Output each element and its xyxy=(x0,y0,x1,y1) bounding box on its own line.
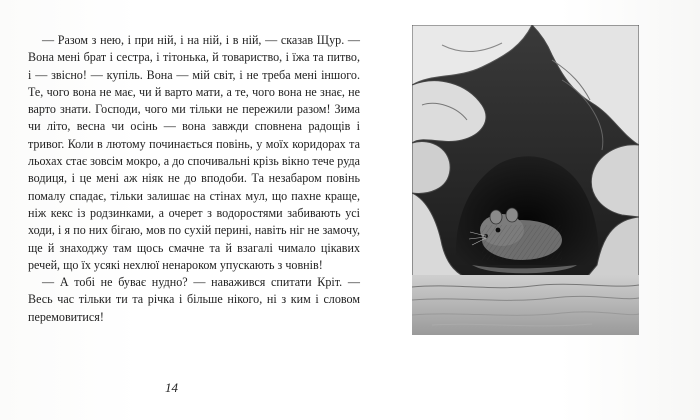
body-text xyxy=(28,32,360,326)
page-number: 14 xyxy=(165,380,178,395)
paragraph-mole-question: — А тобі не буває нудно? — наважився спитати Кріт. — Весь час тільки ти та річка і більше нікого, ні з ким і словом перемовитися! xyxy=(28,275,360,324)
water-rat-in-burrow-icon xyxy=(412,25,639,335)
illustration xyxy=(412,25,639,335)
paragraph-rat-speech: — Разом з нею, і при ній, і на ній, і в ній, — сказав Щур. — Вона мені брат і сестра, і тітонька, й товариство, і їжа та питво, і — звісно! — купіль. Вона — мій світ, і не треба мені іншого. Те, чого вона не має, чи й варто мати, а те, чого вона не знає, не варто знати. Господи, чого ми тільки не пережили разом! Зима чи літо, весна чи осінь — вона завжди сповнена радощів і тривог. Коли в лютому починається повінь, у моїх коридорах та льохах стає зовсім мокро, а до спочивальні крізь вікно тече руда водиця, і це мені аж ніяк не до вподоби. Та незабаром повінь помалу спадає, тільки залишає на стінах мул, що пахне краще, ніж кекс із родзинками, а очерет з водоростями забивають усі ходи, і я по них бігаю, мов по сухій перині, навіть ніг не замочу, ще й знаходжу там щось смачне та й взагалі чимало цікавих речей, що їх усякі нехлюї ненароком упускають з човнів! xyxy=(28,33,360,272)
